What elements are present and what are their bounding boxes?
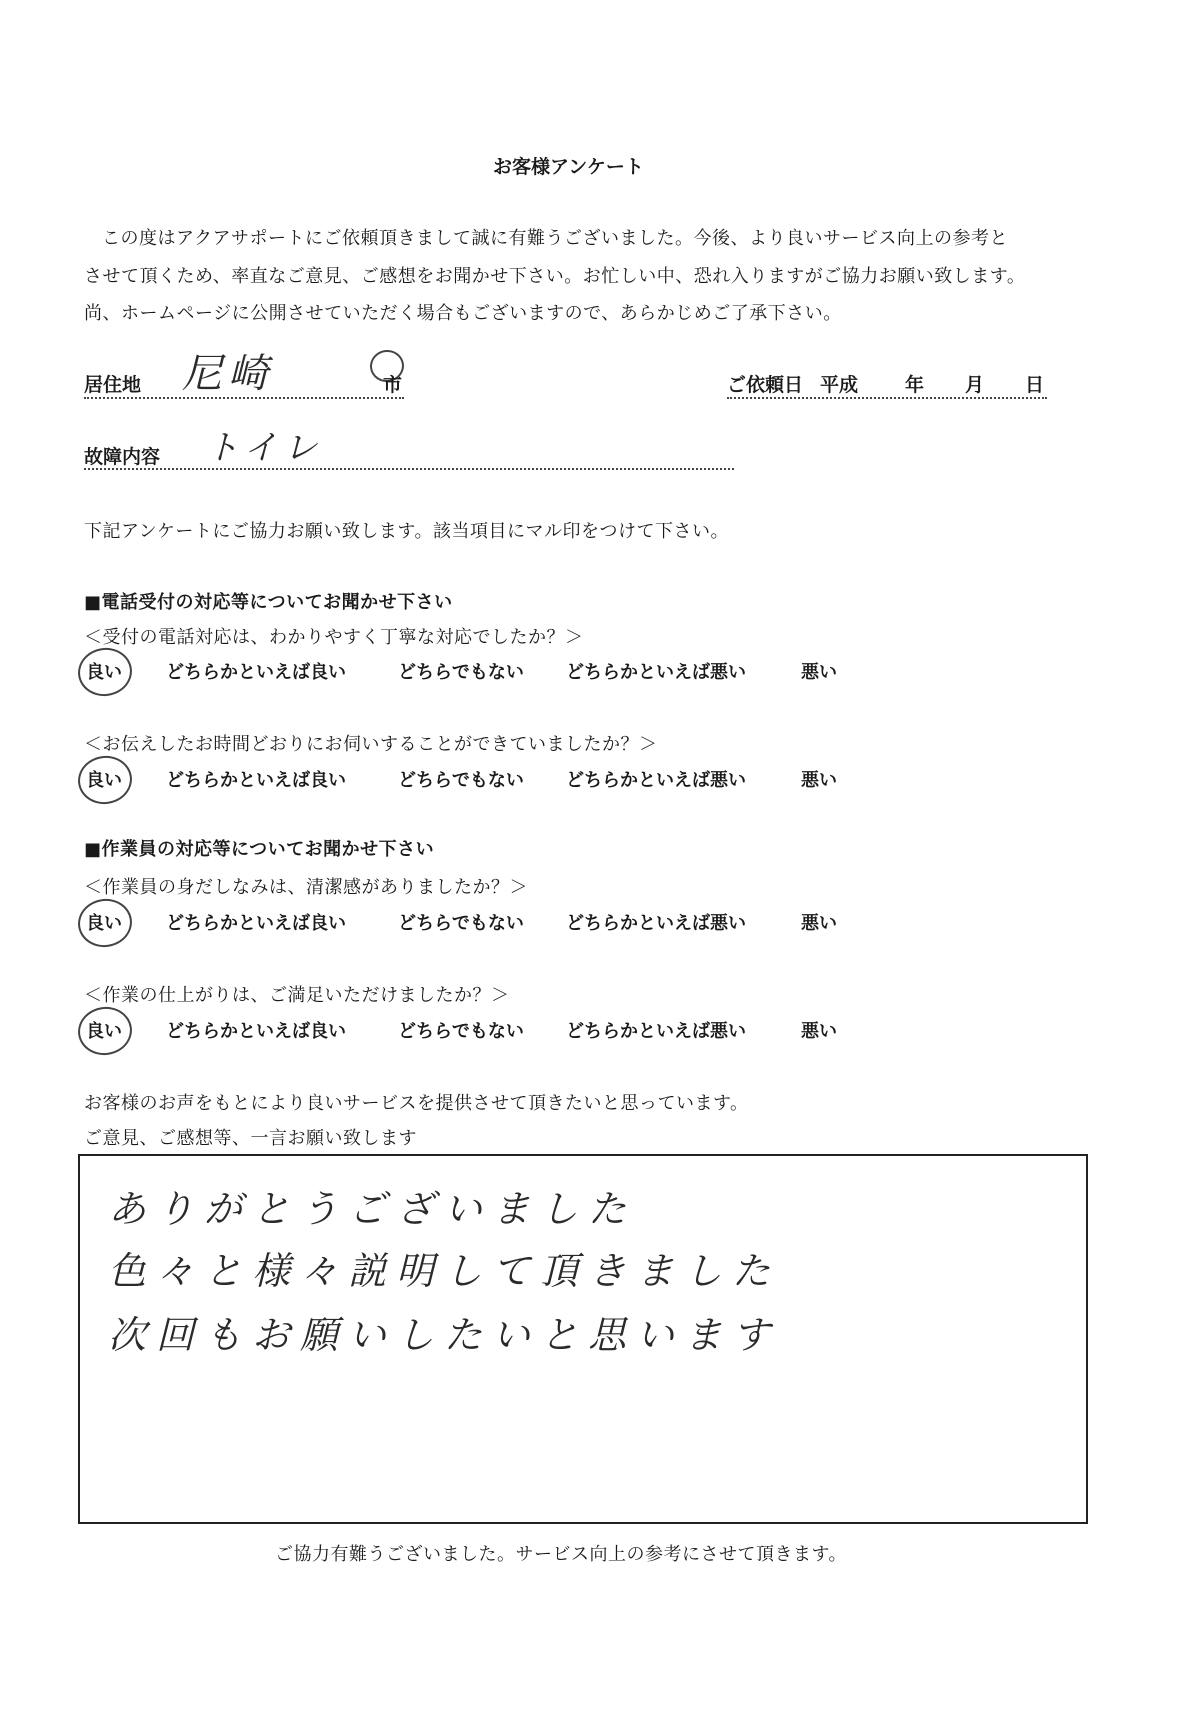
intro-line-2: させて頂くため、率直なご意見、ご感想をお聞かせ下さい。お忙しい中、恐れ入りますがご協力お願い致します。 xyxy=(84,266,1026,287)
selected-circle-mark xyxy=(75,752,135,807)
intro-line-3: 尚、ホームページに公開させていただく場合もございますので、あらかじめご了承下さい。 xyxy=(84,303,842,324)
option-neutral[interactable]: どちらでもない xyxy=(398,770,524,791)
residence-label: 居住地 xyxy=(84,374,142,396)
option-neutral[interactable]: どちらでもない xyxy=(398,1021,524,1042)
comment-line-2: 色々と様々説明して頂きました xyxy=(108,1249,781,1293)
option-bad[interactable]: 悪い xyxy=(801,662,837,683)
request-date-era: 平成 xyxy=(820,374,859,396)
question-work-finish: ＜作業の仕上がりは、ご満足いただけましたか？＞ xyxy=(84,985,510,1006)
section-heading-phone: ■電話受付の対応等についてお聞かせ下さい xyxy=(84,592,453,613)
fault-underline xyxy=(84,468,734,470)
page-title: お客様アンケート xyxy=(493,156,644,178)
request-date-month: 月 xyxy=(965,374,985,396)
option-neutral[interactable]: どちらでもない xyxy=(398,662,524,683)
comment-box[interactable] xyxy=(78,1154,1088,1524)
residence-underline xyxy=(84,397,404,399)
option-somewhat-bad[interactable]: どちらかといえば悪い xyxy=(566,1021,746,1042)
request-date-underline xyxy=(727,397,1047,399)
instruction-text: 下記アンケートにご協力お願い致します。該当項目にマル印をつけて下さい。 xyxy=(84,521,729,542)
option-somewhat-bad[interactable]: どちらかといえば悪い xyxy=(566,770,746,791)
option-bad[interactable]: 悪い xyxy=(801,770,837,791)
fault-label: 故障内容 xyxy=(84,446,161,468)
question-worker-appearance: ＜作業員の身だしなみは、清潔感がありましたか？＞ xyxy=(84,877,528,898)
option-good[interactable]: 良い xyxy=(86,913,122,934)
section-heading-worker: ■作業員の対応等についてお聞かせ下さい xyxy=(84,839,435,860)
request-date-year: 年 xyxy=(905,374,925,396)
option-somewhat-good[interactable]: どちらかといえば良い xyxy=(166,770,346,791)
comment-line-1: ありがとうございました xyxy=(108,1187,637,1231)
residence-suffix: 市 xyxy=(383,374,403,396)
option-bad[interactable]: 悪い xyxy=(801,913,837,934)
option-somewhat-good[interactable]: どちらかといえば良い xyxy=(166,1021,346,1042)
request-date-label: ご依頼日 xyxy=(727,374,804,396)
footer-thanks: ご協力有難うございました。サービス向上の参考にさせて頂きます。 xyxy=(275,1544,848,1565)
comment-prompt-line-2: ご意見、ご感想等、一言お願い致します xyxy=(84,1128,417,1149)
residence-value[interactable]: 尼崎 xyxy=(182,351,274,397)
option-somewhat-bad[interactable]: どちらかといえば悪い xyxy=(566,913,746,934)
question-phone-on-time: ＜お伝えしたお時間どおりにお伺いすることができていましたか？＞ xyxy=(84,734,658,755)
option-bad[interactable]: 悪い xyxy=(801,1021,837,1042)
option-neutral[interactable]: どちらでもない xyxy=(398,913,524,934)
option-somewhat-good[interactable]: どちらかといえば良い xyxy=(166,913,346,934)
intro-line-1: この度はアクアサポートにご依頼頂きまして誠に有難うございました。今後、より良いサービス向上の参考と xyxy=(102,228,1008,249)
selected-circle-mark xyxy=(75,644,135,699)
question-phone-clarity: ＜受付の電話対応は、わかりやすく丁寧な対応でしたか？＞ xyxy=(84,627,584,648)
option-somewhat-bad[interactable]: どちらかといえば悪い xyxy=(566,662,746,683)
option-somewhat-good[interactable]: どちらかといえば良い xyxy=(166,662,346,683)
comment-line-3: 次回もお願いしたいと思います xyxy=(108,1313,781,1357)
comment-prompt-line-1: お客様のお声をもとにより良いサービスを提供させて頂きたいと思っています。 xyxy=(84,1093,749,1114)
option-good[interactable]: 良い xyxy=(86,1021,122,1042)
selected-circle-mark xyxy=(75,1003,135,1058)
fault-value[interactable]: トイレ xyxy=(205,428,324,468)
option-good[interactable]: 良い xyxy=(86,662,122,683)
selected-circle-mark xyxy=(75,895,135,950)
request-date-day: 日 xyxy=(1025,374,1045,396)
option-good[interactable]: 良い xyxy=(86,770,122,791)
